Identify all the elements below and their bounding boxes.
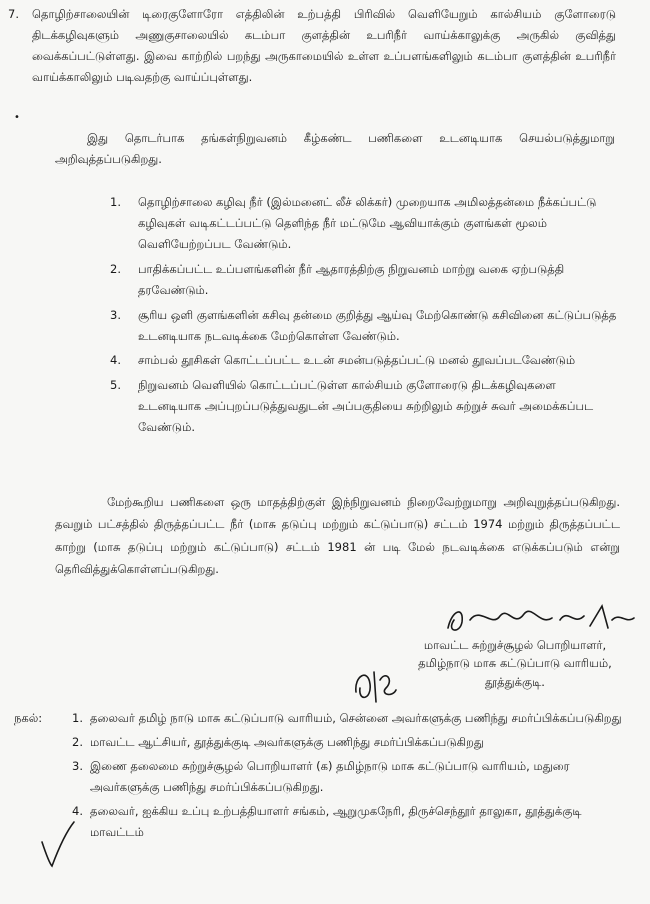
copy-item	[72, 708, 634, 729]
signature-block	[395, 636, 635, 691]
copy-number: 3.	[72, 758, 83, 773]
signatory-place: தூத்துக்குடி.	[485, 674, 545, 689]
copies-section	[14, 708, 634, 846]
copy-item	[72, 801, 634, 843]
paragraph-number: 7.	[8, 7, 19, 21]
copy-number: 2.	[72, 734, 83, 749]
signatory-designation: மாவட்ட சுற்றுச்சூழல் பொறியாளர்,	[423, 638, 607, 652]
copies-label: நகல்:	[14, 711, 43, 725]
action-item	[110, 192, 622, 255]
paragraph-text: தொழிற்சாலையின் டிரைகுளோரோ எத்திலின் உற்பத்தி பிரிவில் வெளியேறும் கால்சியம் குளோரைடு திடக்கழிவுகளும் அணுகுசாலையில் கடம்பா குளத்தின் உபரிநீர் வாய்க்காலுக்கு அருகில் குவித்து வைக்கப்பட்டுள்ளது. இவை காற்றில் பறந்து அருகாமையில் உள்ள உப்பளங்களிலும் கடம்பா குளத்தின் உபரிநீர் வாய்க்காலிலும் படிவதற்கு வாய்ப்புள்ளது.	[32, 7, 616, 84]
signatory-board: தமிழ்நாடு மாசு கட்டுப்பாடு வாரியம்,	[418, 656, 612, 671]
action-item	[110, 375, 622, 438]
action-item	[110, 259, 622, 301]
copies-list	[14, 708, 634, 843]
action-list	[110, 192, 622, 442]
action-item	[110, 305, 622, 347]
action-text: தொழிற்சாலை கழிவு நீர் (இல்மனைட் லீச் லிக்கர்) முறையாக அமிலத்தன்மை நீக்கப்பட்டு கழிவுகள் வடிகட்டப்பட்டு தெளிந்த நீர் மட்டுமே ஆவியாக்கும் குளங்கள் மூலம் வெளியேற்றப்பட வேண்டும்.	[138, 195, 597, 251]
action-text: பாதிக்கப்பட்ட உப்பளங்களின் நீர் ஆதாரத்திற்கு நிறுவனம் மாற்று வகை ஏற்படுத்தி தரவேண்டும்.	[138, 261, 565, 297]
action-text: சூரிய ஒளி குளங்களின் கசிவு தன்மை குறித்து ஆய்வு மேற்கொண்டு கசிவினை கட்டுப்படுத்த உடனடியாக நடவடிக்கை மேற்கொள்ள வேண்டும்.	[138, 307, 617, 343]
action-number: 4.	[110, 353, 121, 368]
action-number: 2.	[110, 261, 121, 276]
copy-number: 1.	[72, 711, 83, 725]
scan-dot-mark: •	[14, 112, 20, 123]
paragraph-7	[8, 4, 616, 88]
action-item	[110, 350, 622, 371]
intro-paragraph: இது தொடர்பாக தங்கள்நிறுவனம் கீழ்கண்ட பணிகளை உடனடியாக செயல்படுத்துமாறு அறிவுத்தப்படுகிறது.	[55, 131, 615, 166]
copy-text: மாவட்ட ஆட்சியர், தூத்துக்குடி அவர்களுக்கு பணிந்து சமர்ப்பிக்கப்படுகிறது	[90, 734, 484, 749]
copy-text: தலைவர், ஐக்கிய உப்பு உற்பத்தியாளர் சங்கம், ஆறுமுகநேரி, திருச்செந்தூர் தாலுகா, தூத்துக்குடி மாவட்டம்	[90, 803, 582, 839]
copy-item	[72, 756, 634, 798]
copy-text: இணை தலைமை சுற்றுச்சூழல் பொறியாளர் (க) தமிழ்நாடு மாசு கட்டுப்பாடு வாரியம், மதுரை அவர்களுக்கு பணிந்து சமர்ப்பிக்கப்படுகிறது.	[90, 758, 570, 794]
copy-text: தலைவர் தமிழ் நாடு மாசு கட்டுப்பாடு வாரியம், சென்னை அவர்களுக்கு பணிந்து சமர்ப்பிக்கப்படுகிறது	[90, 711, 622, 725]
action-text: நிறுவனம் வெளியில் கொட்டப்பட்டுள்ள கால்சியம் குளோரைடு திடக்கழிவுகளை உடனடியாக அப்புறப்படுத்துவதுடன் அப்பகுதியை சுற்றிலும் சுற்றுச் சுவர் அமைக்கப்பட வேண்டும்.	[138, 378, 594, 435]
action-number: 3.	[110, 307, 121, 322]
action-number: 1.	[110, 195, 121, 209]
action-number: 5.	[110, 378, 121, 393]
closing-paragraph: மேற்கூறிய பணிகளை ஒரு மாதத்திற்குள் இந்நிறுவனம் நிறைவேற்றுமாறு அறிவுறுத்தப்படுகிறது. தவறும் பட்சத்தில் திருத்தப்பட்ட நீர் (மாசு தடுப்பு மற்றும் கட்டுப்பாடு) சட்டம் 1974 மற்றும் திருத்தப்பட்ட காற்று (மாசு தடுப்பு மற்றும் கட்டுப்பாடு) சட்டம் 1981 ன் படி மேல் நடவடிக்கை எடுக்கப்படும் என்று தெரிவித்துக்கொள்ளப்படுகிறது.	[55, 495, 620, 577]
handwritten-initials	[350, 662, 400, 707]
copy-number: 4.	[72, 803, 83, 818]
handwritten-tick-mark	[38, 820, 78, 870]
copy-item	[72, 732, 634, 753]
action-text: சாம்பல் தூசிகள் கொட்டப்பட்ட உடன் சமன்படுத்தப்பட்டு மனல் தூவப்படவேண்டும்	[138, 353, 576, 368]
